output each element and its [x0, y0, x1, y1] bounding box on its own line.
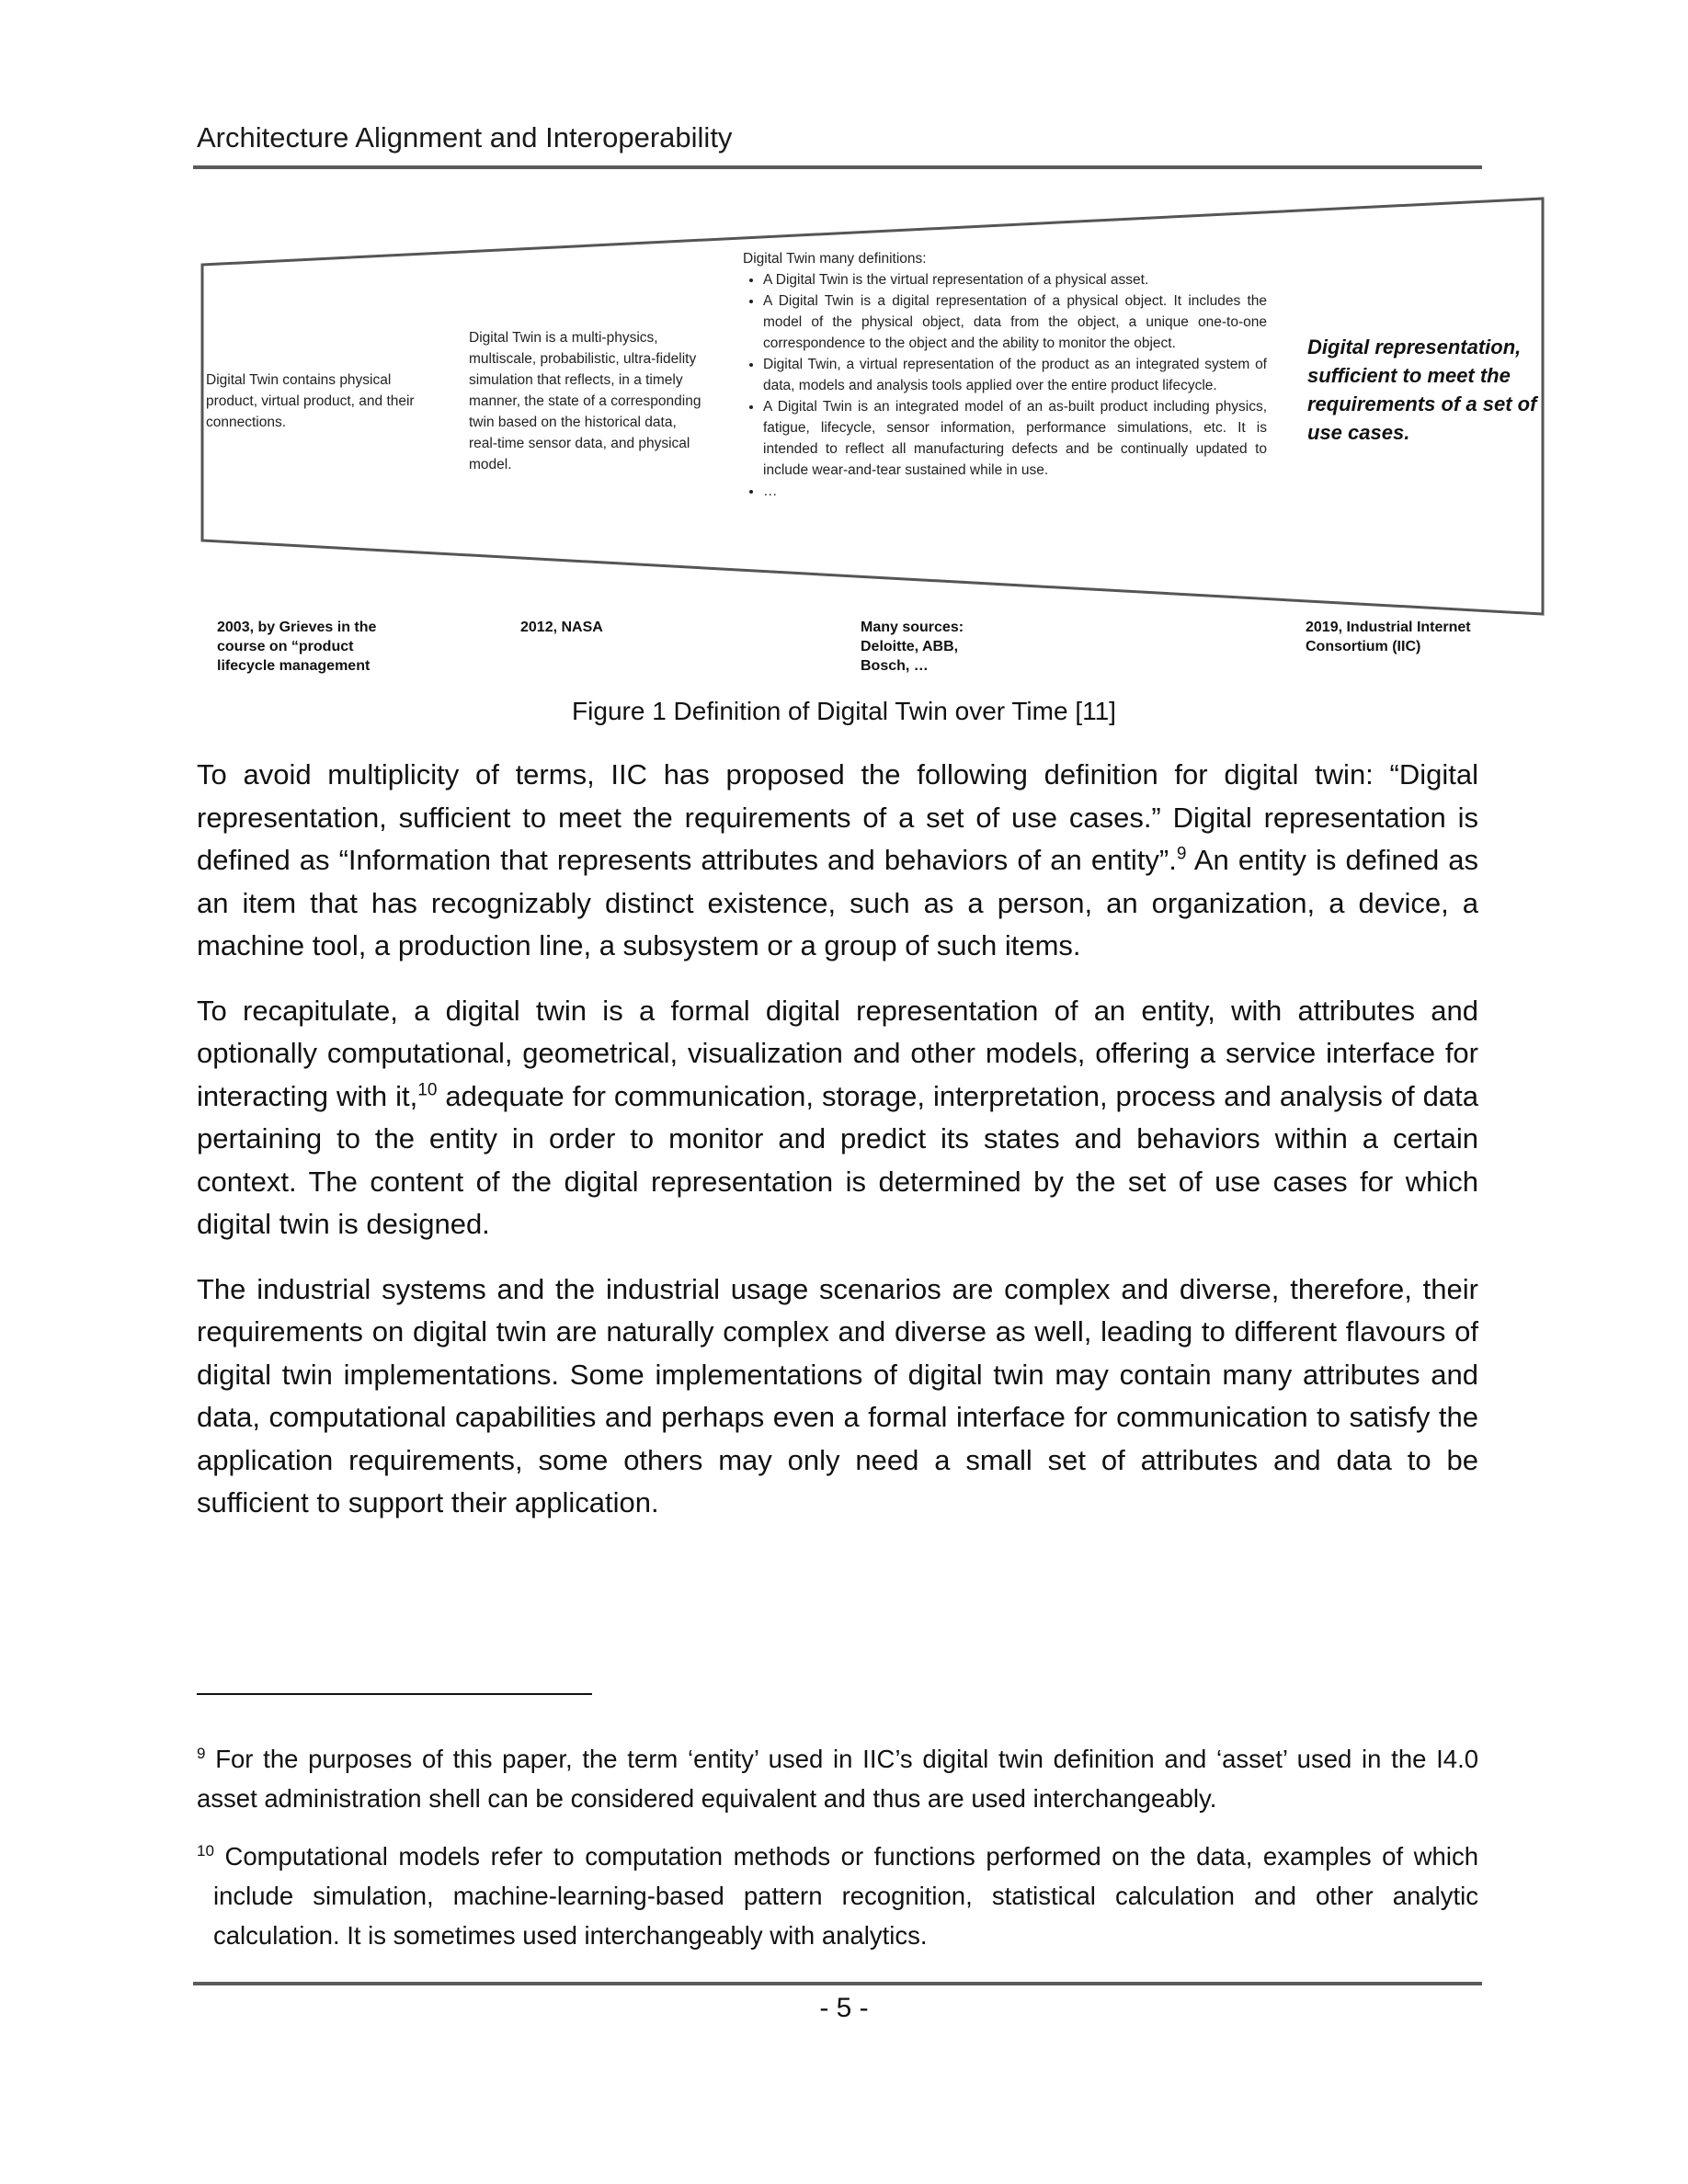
footnote-9 [197, 1739, 1478, 1818]
figure-source-2003: 2003, by Grieves in the course on “product lifecycle management [217, 620, 377, 674]
figure-col-heading: Digital Twin many definitions: [743, 251, 927, 267]
footer-rule [193, 1982, 1482, 1985]
paragraph-1-part-b: An entity is defined as an item that has recognizably distinct existence, such as a person, an organization, a device, a machine tool, a production line, a subsystem or a group of such items. [197, 844, 1479, 961]
definition-item: • A Digital Twin is a digital representation of a physical object. It includes the model of the physical object, data from the object, a unique one-to-one correspondence to the object and the ability to monitor the object. [763, 290, 1267, 354]
figure-source-2019: 2019, Industrial Internet Consortium (IIC) [1306, 620, 1471, 654]
figure-caption: Figure 1 Definition of Digital Twin over Time [11] [572, 697, 1116, 725]
footnote-number: 9 [197, 1744, 206, 1762]
header-rule [193, 165, 1482, 169]
footnote-text: Computational models refer to computation methods or functions performed on the data, examples of which include simulation, machine-learning-based pattern recognition, statistical calculation and other analytic calculation. It is sometimes used interchangeably with analytics. [213, 1842, 1478, 1950]
figure-col-2012: Digital Twin is a multi-physics, multiscale, probabilistic, ultra-fidelity simulation that reflects, in a timely manner, the state of a corresponding twin based on the historical data, real-time sensor data, and physical model. [469, 330, 701, 472]
footnote-10 [197, 1837, 1478, 1955]
figure-definitions-list [743, 269, 1267, 502]
figure-col-many-sources [743, 248, 1267, 502]
paragraph-2-part-b: adequate for communication, storage, interpretation, process and analysis of data pertaining to the entity in order to monitor and predict its states and behaviors within a certain context. The content of the digital representation is determined by the set of use cases for which digital twin is designed. [197, 1079, 1479, 1240]
digital-twin-figure [193, 193, 1554, 689]
paragraph-1 [197, 754, 1478, 968]
definition-item: • … [763, 481, 1267, 502]
footnotes [197, 1739, 1478, 1974]
running-header: Architecture Alignment and Interoperability [197, 121, 733, 154]
paragraph-1-part-a: To avoid multiplicity of terms, IIC has proposed the following definition for digital twin: “Digital representation, sufficient to meet the requirements of a set of use cases.” Digital representation is defined as “Information that represents attributes and behaviors of an entity”. [197, 758, 1478, 876]
footnote-text: For the purposes of this paper, the term ‘entity’ used in IIC’s digital twin definition and ‘asset’ used in the I4.0 asset administration shell can be considered equivalent and thus are used interchangeably. [197, 1745, 1478, 1813]
figure-source-many: Many sources: Deloitte, ABB, Bosch, … [861, 620, 964, 674]
footnote-separator [197, 1693, 592, 1695]
paragraph-2 [197, 990, 1478, 1246]
figure-source-2012: 2012, NASA [520, 620, 603, 635]
footnote-ref-9: 9 [1176, 844, 1187, 864]
figure-col-2003: Digital Twin contains physical product, virtual product, and their connections. [206, 372, 415, 430]
definition-item: • Digital Twin, a virtual representation of the product as an integrated system of data, models and analysis tools applied over the entire product lifecycle. [763, 354, 1267, 396]
paragraph-2-part-a: To recapitulate, a digital twin is a formal digital representation of an entity, with attributes and optionally computational, geometrical, visualization and other models, offering a service interface for interacting with it, [197, 994, 1478, 1112]
paragraph-3: The industrial systems and the industrial usage scenarios are complex and diverse, therefore, their requirements on digital twin are naturally complex and diverse as well, leading to different flavours of digital twin implementations. Some implementations of digital twin may contain many attributes and data, computational capabilities and perhaps even a formal interface for communication to satisfy the application requirements, some others may only need a small set of attributes and data to be sufficient to support their application. [197, 1272, 1478, 1519]
definition-item: • A Digital Twin is an integrated model of an as-built product including physics, fatigue, lifecycle, sensor information, performance simulations, etc. It is intended to reflect all manufacturing defects and be continually updated to include wear-and-tear sustained while in use. [763, 396, 1267, 481]
footnote-ref-10: 10 [417, 1080, 438, 1100]
footnote-number: 10 [197, 1841, 214, 1860]
figure-col-iic-definition: Digital representation, sufficient to meet the requirements of a set of use cases. [1307, 336, 1537, 444]
page-number: - 5 - [819, 1993, 869, 2023]
definition-item: • A Digital Twin is the virtual representation of a physical asset. [763, 269, 1267, 290]
body-text [197, 754, 1478, 1547]
